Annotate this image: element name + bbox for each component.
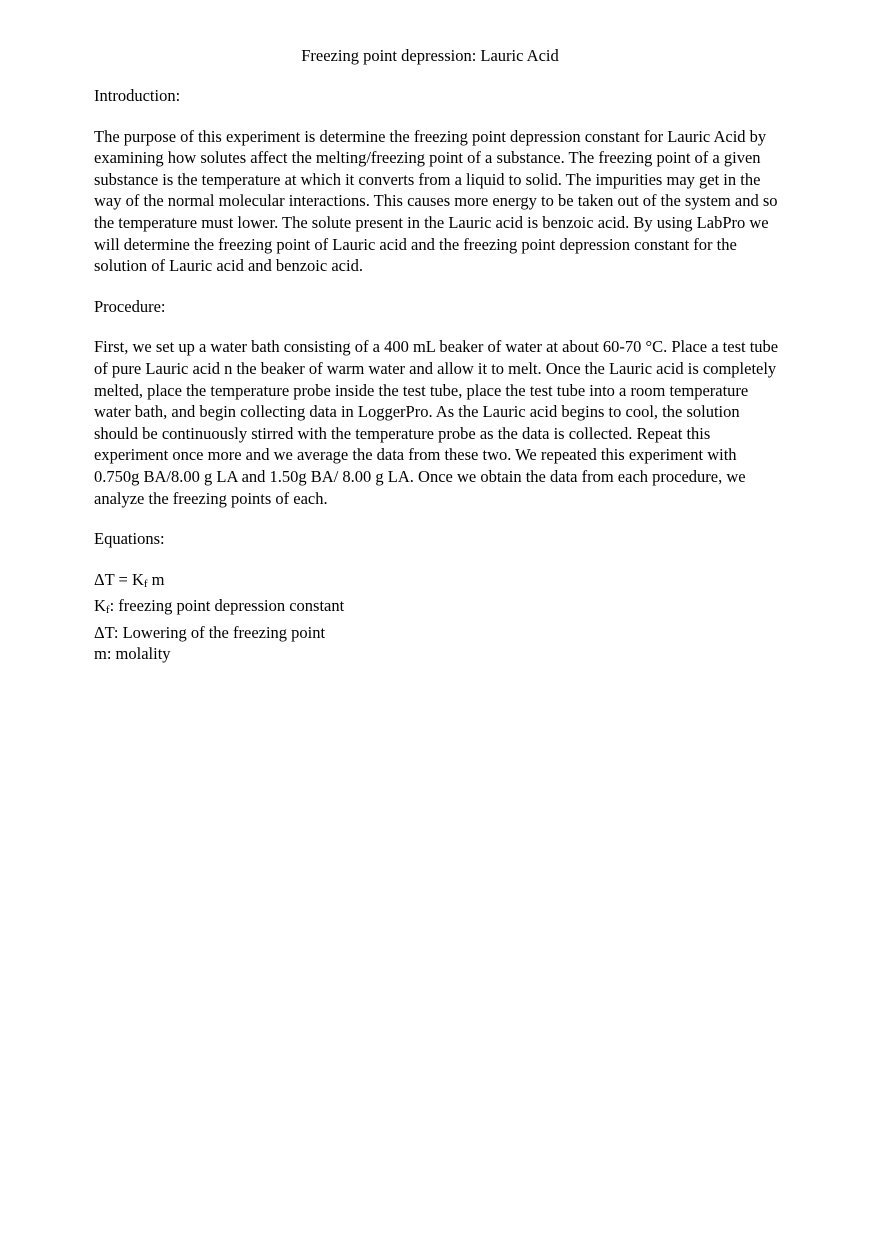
procedure-heading: Procedure: [94,296,166,316]
formula-rhs: m [147,569,165,589]
freezing-point-formula [94,569,784,596]
document-title: Freezing point depression: Lauric Acid [301,46,559,65]
formula-subscript: f [143,577,148,590]
equations-block [94,569,784,665]
document-body [94,85,784,665]
introduction-paragraph: The purpose of this experiment is determine the freezing point depression constant for Lauric Acid by examining how solutes affect the melting/freezing point of a substance. The freezing point of a given substance is the temperature at which it converts from a liquid to solid. The impurities may get in the way of the normal molecular interactions. This causes more energy to be taken out of the system and so the temperature must lower. The solute present in the Lauric acid is benzoic acid. By using LabPro we will determine the freezing point of Lauric acid and the freezing point depression constant for the solution of Lauric acid and benzoic acid. [94,126,778,276]
introduction-heading: Introduction: [94,86,181,105]
definition-delta-t: ΔT: Lowering of the freezing point [94,622,326,642]
definition-m: m: molality [94,644,171,664]
definition-kf [94,595,784,622]
kf-definition-text: : freezing point depression constant [109,596,345,616]
formula-lhs: ΔT = K [94,569,144,589]
kf-subscript: f [105,604,110,617]
equations-heading: Equations: [94,529,165,549]
kf-symbol: K [94,596,106,616]
procedure-paragraph: First, we set up a water bath consisting of a 400 mL beaker of water at about 60-70 °C. Place a test tube of pure Lauric acid n the beaker of warm water and allow it to melt. Once the Lauric acid is completely melted, place the temperature probe inside the test tube, place the test tube into a room temperature water bath, and begin collecting data in LoggerPro. As the Lauric acid begins to cool, the solution should be continuously stirred with the temperature probe as the data is collected. Repeat this experiment once more and we average the data from these two. We repeated this experiment with 0.750g BA/8.00 g LA and 1.50g BA/ 8.00 g LA. Once we obtain the data from each procedure, we analyze the freezing points of each. [94,337,779,508]
